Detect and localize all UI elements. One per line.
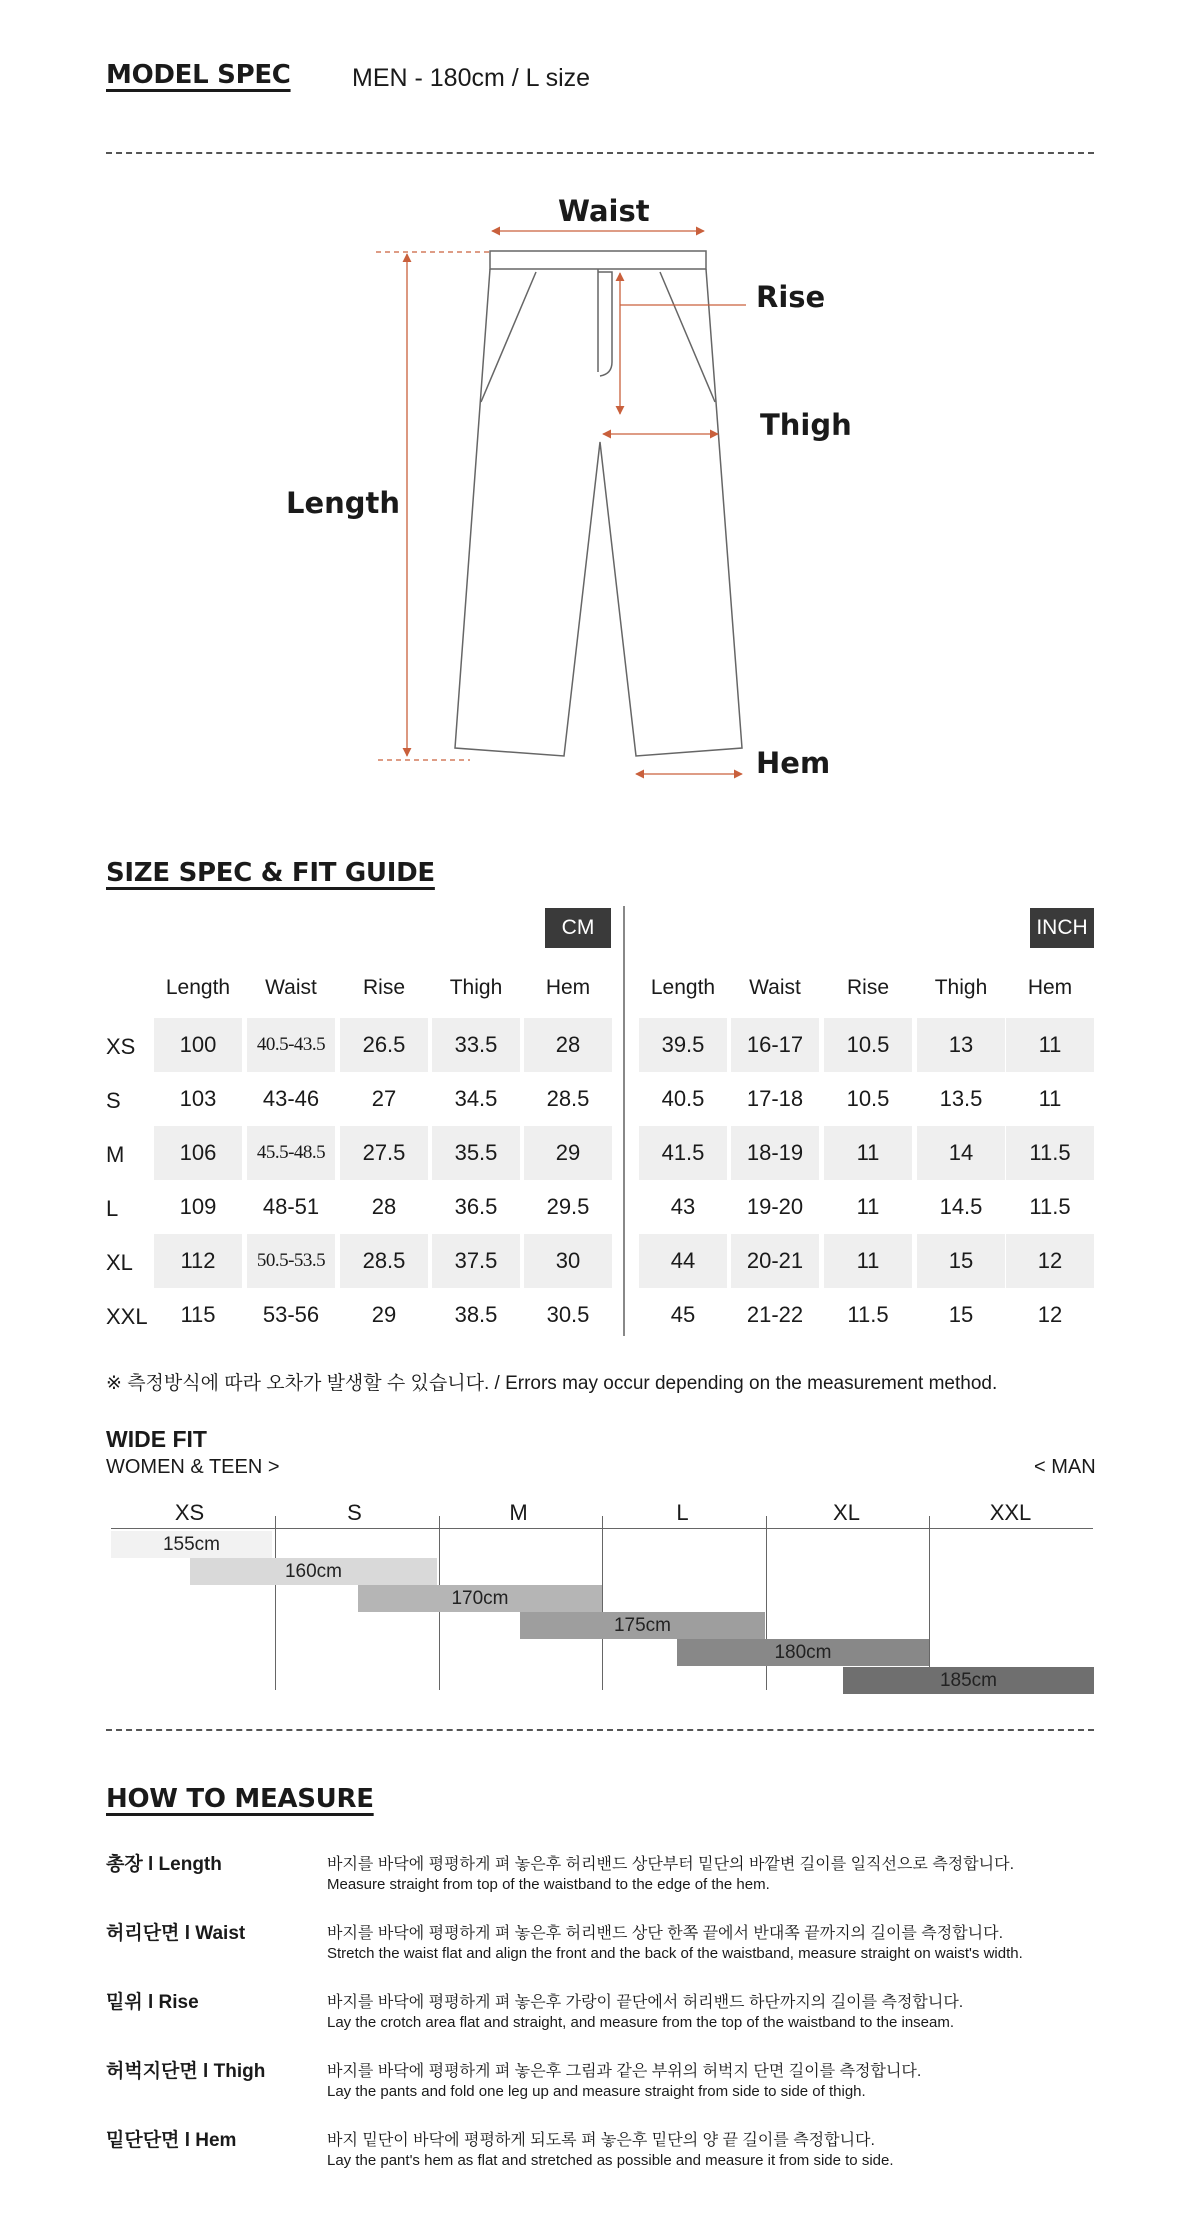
table-cell: 11.5 (1029, 1194, 1071, 1219)
size-spec-title: SIZE SPEC & FIT GUIDE (106, 858, 435, 888)
measure-desc-en: Lay the pant's hem as flat and stretched as possible and measure it from side to side. (327, 2152, 894, 2169)
table-cell: 10.5 (824, 1018, 912, 1072)
size-label: S (106, 1088, 121, 1113)
hem-label: Hem (756, 746, 831, 780)
fit-left-label: WOMEN & TEEN > (106, 1456, 280, 1478)
right-pocket (660, 272, 715, 402)
col-header-rise: Rise (362, 976, 405, 999)
table-cell: 28 (524, 1018, 612, 1072)
table-cell: 13 (917, 1018, 1005, 1072)
table-cell: 48-51 (262, 1194, 320, 1219)
table-cell: 11 (1038, 1086, 1062, 1111)
left-pocket (481, 272, 536, 402)
height-bar-180: 180cm (677, 1639, 929, 1666)
height-bar-170: 170cm (358, 1585, 602, 1612)
measure-label-length: 총장 l Length (106, 1854, 222, 1875)
size-label: XXL (106, 1304, 148, 1329)
measure-label-hem: 밑단단면 l Hem (106, 2130, 237, 2151)
fit-size-label: M (509, 1500, 528, 1525)
table-cell: 39.5 (639, 1018, 727, 1072)
table-cell: 27 (371, 1086, 397, 1111)
table-cell: 20-21 (731, 1234, 819, 1288)
table-cell: 45 (670, 1302, 696, 1327)
table-cell: 11 (1006, 1018, 1094, 1072)
unit-separator (623, 906, 625, 1336)
table-cell: 28.5 (340, 1234, 428, 1288)
measure-desc-ko: 바지를 바닥에 평평하게 펴 놓은후 그림과 같은 부위의 허벅지 단면 길이를 측정합니다. (327, 2063, 922, 2080)
table-cell: 11 (824, 1126, 912, 1180)
fit-gridline (929, 1516, 930, 1690)
fit-right-label: < MAN (1034, 1456, 1096, 1478)
table-cell: 18-19 (731, 1126, 819, 1180)
col-header-waist: Waist (749, 976, 801, 999)
table-cell: 14.5 (939, 1194, 983, 1219)
measure-desc-en: Stretch the waist flat and align the front and the back of the waistband, measure straight on waist's width. (327, 1945, 1023, 1962)
table-cell: 11.5 (1006, 1126, 1094, 1180)
height-bar-185: 185cm (843, 1667, 1094, 1694)
cm-tag: CM (545, 908, 611, 948)
fit-size-label: S (347, 1500, 362, 1525)
table-cell: 11 (824, 1234, 912, 1288)
size-label: L (106, 1196, 119, 1221)
measure-desc-ko: 바지를 바닥에 평평하게 펴 놓은후 가랑이 끝단에서 허리밴드 하단까지의 길이를 측정합니다. (327, 1994, 964, 2011)
table-cell: 50.5-53.5 (247, 1234, 335, 1288)
table-cell: 17-18 (746, 1086, 804, 1111)
table-cell: 45.5-48.5 (247, 1126, 335, 1180)
table-cell: 40.5 (661, 1086, 705, 1111)
col-header-thigh: Thigh (449, 976, 503, 999)
table-cell: 28.5 (546, 1086, 590, 1111)
length-label: Length (286, 486, 401, 520)
table-cell: 28 (371, 1194, 397, 1219)
measure-desc-en: Measure straight from top of the waistband to the edge of the hem. (327, 1876, 770, 1893)
measurement-note: ※ 측정방식에 따라 오차가 발생할 수 있습니다. / Errors may occur depending on the measurement method. (106, 1373, 998, 1394)
table-cell: 21-22 (746, 1302, 804, 1327)
table-cell: 40.5-43.5 (247, 1018, 335, 1072)
table-cell: 30 (524, 1234, 612, 1288)
divider (106, 1729, 1094, 1731)
inch-tag: INCH (1030, 908, 1094, 948)
fit-gridline (275, 1516, 276, 1690)
table-cell: 43 (670, 1194, 696, 1219)
table-cell: 43-46 (262, 1086, 320, 1111)
col-header-hem: Hem (1027, 976, 1073, 999)
table-cell: 109 (179, 1194, 217, 1219)
table-cell: 10.5 (846, 1086, 890, 1111)
how-to-measure-title: HOW TO MEASURE (106, 1784, 374, 1814)
waistband-outline (490, 251, 706, 269)
rise-label: Rise (756, 280, 826, 314)
size-label: M (106, 1142, 125, 1167)
table-cell: 26.5 (340, 1018, 428, 1072)
table-cell: 12 (1006, 1234, 1094, 1288)
table-cell: 53-56 (262, 1302, 320, 1327)
table-cell: 41.5 (639, 1126, 727, 1180)
waist-label: Waist (558, 194, 650, 228)
table-cell: 12 (1037, 1302, 1063, 1327)
measure-label-thigh: 허벅지단면 l Thigh (106, 2061, 266, 2082)
table-cell: 15 (948, 1302, 974, 1327)
table-cell: 103 (179, 1086, 217, 1111)
table-cell: 14 (917, 1126, 1005, 1180)
table-cell: 30.5 (546, 1302, 590, 1327)
measure-label-waist: 허리단면 l Waist (106, 1923, 246, 1944)
height-bar-155: 155cm (111, 1531, 272, 1558)
table-cell: 44 (639, 1234, 727, 1288)
table-cell: 15 (917, 1234, 1005, 1288)
pants-diagram (0, 0, 1200, 820)
size-label: XL (106, 1250, 133, 1275)
fit-size-label: XL (833, 1500, 860, 1525)
table-cell: 38.5 (454, 1302, 498, 1327)
col-header-hem: Hem (545, 976, 591, 999)
table-cell: 11.5 (847, 1302, 889, 1327)
table-cell: 106 (154, 1126, 242, 1180)
height-bar-160: 160cm (190, 1558, 437, 1585)
table-cell: 11 (856, 1194, 880, 1219)
col-header-waist: Waist (265, 976, 317, 999)
table-cell: 36.5 (454, 1194, 498, 1219)
table-cell: 13.5 (939, 1086, 983, 1111)
thigh-label: Thigh (760, 408, 852, 442)
measure-label-rise: 밑위 l Rise (106, 1992, 199, 2013)
fit-size-label: L (676, 1500, 689, 1525)
table-cell: 19-20 (746, 1194, 804, 1219)
col-header-length: Length (165, 976, 231, 999)
table-cell: 35.5 (432, 1126, 520, 1180)
table-cell: 112 (154, 1234, 242, 1288)
measure-desc-ko: 바지 밑단이 바닥에 평평하게 되도록 펴 놓은후 밑단의 양 끝 길이를 측정합니다. (327, 2132, 875, 2149)
table-cell: 29.5 (546, 1194, 590, 1219)
measure-desc-ko: 바지를 바닥에 평평하게 펴 놓은후 허리밴드 상단부터 밑단의 바깥변 길이를 일직선으로 측정합니다. (327, 1856, 1015, 1873)
table-cell: 29 (371, 1302, 397, 1327)
model-spec-value: MEN - 180cm / L size (352, 64, 591, 92)
size-label: XS (106, 1034, 136, 1059)
fit-size-label: XXL (989, 1500, 1032, 1525)
fit-size-label: XS (174, 1500, 205, 1525)
measure-desc-ko: 바지를 바닥에 평평하게 펴 놓은후 허리밴드 상단 한쪽 끝에서 반대쪽 끝까지의 길이를 측정합니다. (327, 1925, 1004, 1942)
height-bar-175: 175cm (520, 1612, 765, 1639)
table-cell: 27.5 (340, 1126, 428, 1180)
table-cell: 115 (180, 1302, 216, 1327)
measure-desc-en: Lay the crotch area flat and straight, and measure from the top of the waistband to the inseam. (327, 2014, 955, 2031)
table-cell: 100 (154, 1018, 242, 1072)
table-cell: 16-17 (731, 1018, 819, 1072)
fly (598, 269, 612, 376)
table-cell: 37.5 (432, 1234, 520, 1288)
fit-title: WIDE FIT (106, 1426, 207, 1452)
table-cell: 33.5 (432, 1018, 520, 1072)
col-header-rise: Rise (846, 976, 889, 999)
table-cell: 34.5 (454, 1086, 498, 1111)
model-spec-title: MODEL SPEC (106, 60, 291, 90)
table-cell: 29 (524, 1126, 612, 1180)
col-header-thigh: Thigh (934, 976, 988, 999)
measure-desc-en: Lay the pants and fold one leg up and measure straight from side to side of thigh. (327, 2083, 866, 2100)
fit-gridline (602, 1516, 603, 1690)
col-header-length: Length (650, 976, 716, 999)
